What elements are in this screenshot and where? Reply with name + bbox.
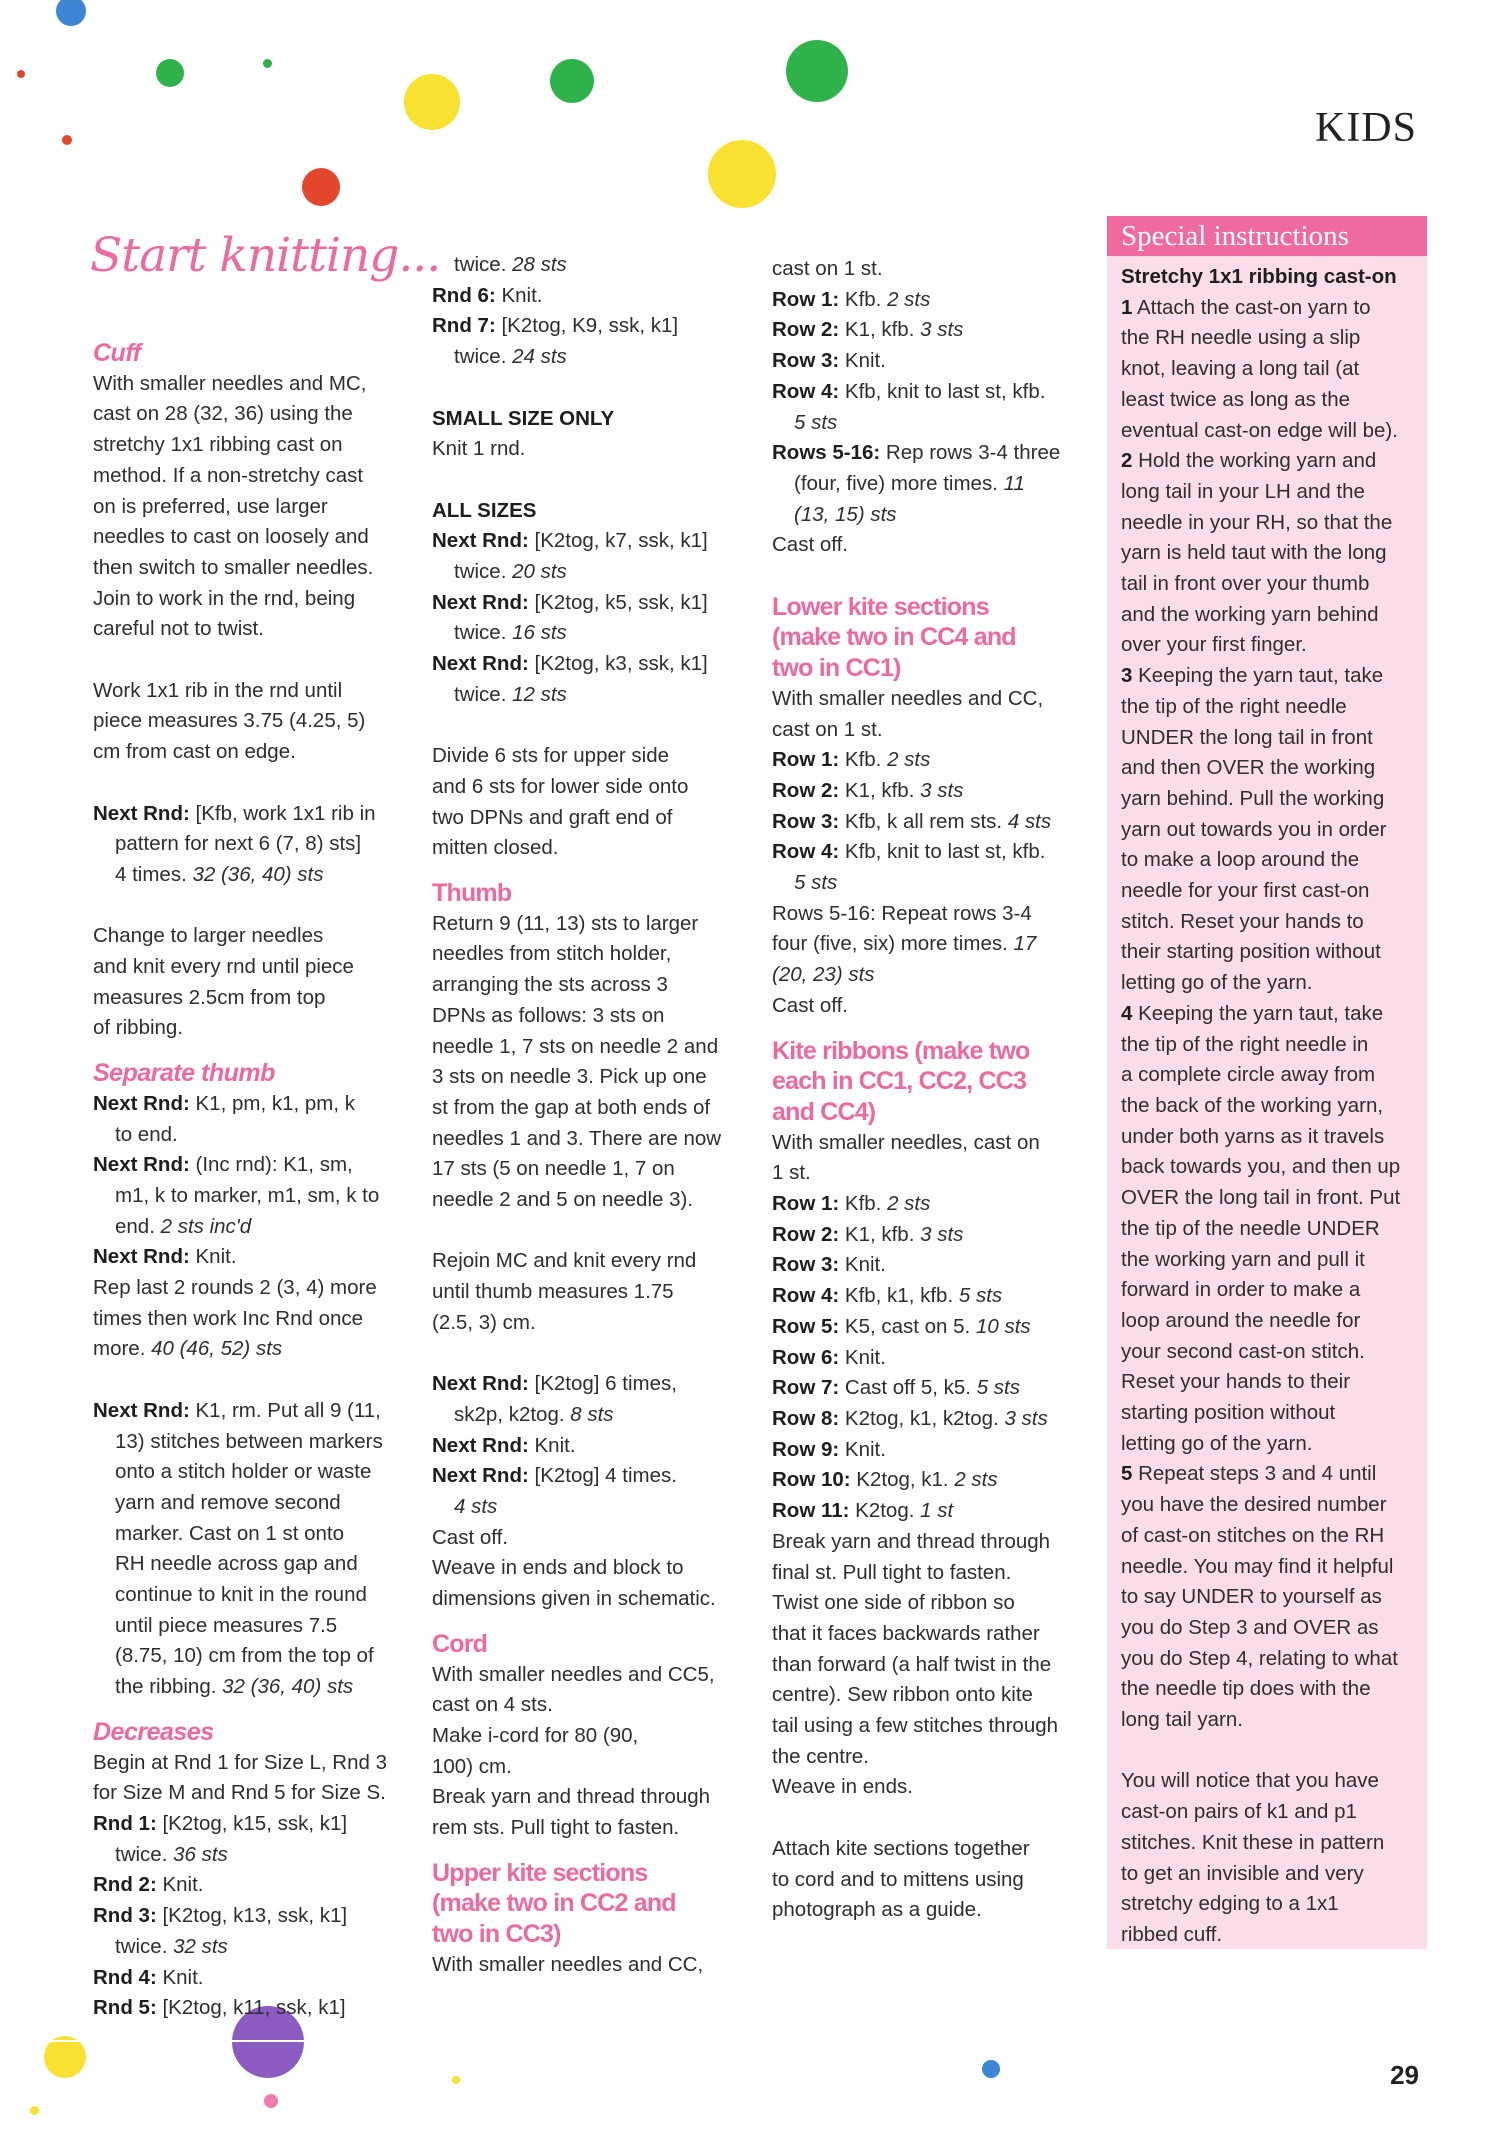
kite-ribbons-heading: Kite ribbons (make two each in CC1, CC2, CC3 and CC4) [772,1036,1030,1126]
separate-thumb-heading: Separate thumb [93,1059,275,1088]
upper-kite-cont: cast on 1 st. [772,257,883,280]
upper-row-4: Row 4: Kfb, knit to last st, kfb. 5 sts [772,379,1046,434]
lower-row-4: Row 4: Kfb, knit to last st, kfb. 5 sts [772,840,1046,895]
upper-row-3: Row 3: Knit. [772,349,886,373]
special-instructions-body [1107,256,1427,1951]
decor-dot-blue-small [982,2060,1000,2078]
stretchy-cast-on-subhead: Stretchy 1x1 ribbing cast-on [1121,265,1397,288]
thumb-heading: Thumb [432,879,512,908]
attach-para: Attach kite sections together to cord and to mittens using photograph as a guide. [772,1836,1030,1922]
all-sizes-rnd-2: Next Rnd: [K2tog, k5, ssk, k1] twice. 16 sts [432,590,708,645]
decreases-rnd-4: Rnd 4: Knit. [93,1965,204,1989]
special-instructions-heading: Special instructions [1107,216,1427,256]
lower-castoff: Cast off. [772,993,848,1017]
cord-para: With smaller needles and CC5, cast on 4 sts. Make i-cord for 80 (90, 100) cm. Break yarn and thread through rem sts. Pull tight to fasten. [432,1662,715,1840]
all-sizes-rnd-3: Next Rnd: [K2tog, k3, ssk, k1] twice. 12 sts [432,652,708,706]
special-instructions-box [1107,216,1427,1949]
page-title: Start knitting... [90,228,441,283]
thumb-row-1: Next Rnd: K1, pm, k1, pm, k to end. [93,1091,356,1146]
ribbon-row: Row 3: Knit. [772,1253,886,1277]
decor-dot-blue [56,0,86,26]
step-2: 2 Hold the working yarn and long tail in your LH and the needle in your RH, so that the yarn is held taut with the long tail in front over your thumb and the working yarn behind over your first finger. [1121,449,1393,657]
decreases-intro: Begin at Rnd 1 for Size L, Rnd 3 for Size M and Rnd 5 for Size S. [93,1750,388,1805]
step-1: 1 Attach the cast-on yarn to the RH needle using a slip knot, leaving a long tail (at least twice as long as the eventual cast-on edge will be). [1121,295,1398,442]
ribbon-row: Row 4: Kfb, k1, kfb. 5 sts [772,1284,1003,1308]
decreases-rnd-5: Rnd 5: [K2tog, k11, ssk, k1] [93,1996,346,2020]
thumb-next-rnd-1: Next Rnd: [K2tog] 6 times, sk2p, k2tog. 8 sts [432,1372,677,1426]
cuff-next-rnd: Next Rnd: [Kfb, work 1x1 rib in pattern for next 6 (7, 8) sts] 4 times. 32 (36, 40) sts [93,801,376,886]
ribbon-row: Row 9: Knit. [772,1437,886,1461]
decreases-heading: Decreases [93,1717,214,1746]
decreases-rnd-6: Rnd 6: Knit. [432,283,543,307]
lower-row-2: Row 2: K1, kfb. 3 sts [772,778,964,802]
all-sizes-rnd-1: Next Rnd: [K2tog, k7, ssk, k1] twice. 20 sts [432,529,708,583]
decor-dot-green [156,59,184,87]
upper-castoff: Cast off. [772,533,848,557]
decor-cut-line [0,2040,360,2042]
thumb-para-3: Cast off. Weave in ends and block to dimensions given in schematic. [432,1525,716,1611]
thumb-para-2: Rejoin MC and knit every rnd until thumb measures 1.75 (2.5, 3) cm. [432,1249,697,1334]
lower-row-3: Row 3: Kfb, k all rem sts. 4 sts [772,809,1052,833]
ribbon-row: Row 1: Kfb. 2 sts [772,1192,931,1216]
lower-rows-5-16: Rows 5-16: Repeat rows 3-4 four (five, six) more times. 17 (20, 23) sts [772,901,1037,987]
thumb-next-rnd-2: Next Rnd: Knit. [432,1433,576,1457]
cast-on-note: You will notice that you have cast-on pairs of k1 and p1 stitches. Knit these in pattern to get an invisible and very stretchy edging to a 1x1 ribbed cuff. [1121,1769,1385,1946]
upper-row-2: Row 2: K1, kfb. 3 sts [772,318,964,342]
ribbons-intro: With smaller needles, cast on 1 st. [772,1130,1040,1185]
decor-dot-green-tiny [263,59,272,68]
ribbons-finish: Break yarn and thread through final st. Pull tight to fasten. Twist one side of ribbon so that it faces backwards rather than forward (a half twist in the centre). Sew ribbon onto kite tail using a few stitches through the centre. Weave in ends. [772,1529,1059,1799]
step-5: 5 Repeat steps 3 and 4 until you have the desired number of cast-on stitches on the RH needle. You may find it helpful to say UNDER to yourself as you do Step 3 and OVER as you do Step 4, relating to what the needle tip does with the long tail yarn. [1121,1462,1398,1732]
cuff-heading: Cuff [93,339,141,367]
upper-kite-text: With smaller needles and CC, [432,1952,704,1976]
thumb-para-1: Return 9 (11, 13) sts to larger needles from stitch holder, arranging the sts across 3 DPNs as follows: 3 sts on needle 1, 7 sts on needle 2 and 3 sts on needle 3. Pick up one st from the gap at both ends of needles 1 and 3. There are now 17 sts (5 on needle 1, 7 on needle 2 and 5 on needle 3). [432,911,722,1212]
thumb-row-5: Next Rnd: K1, rm. Put all 9 (11, 13) stitches between markers onto a stitch holder or waste yarn and remove second marker. Cast on 1 st onto RH needle across gap and continue to knit in the round until piece measures 7.5 (8.75, 10) cm from the top of the ribbing. 32 (36, 40) sts [93,1398,383,1699]
decor-dot-yellow [404,74,460,130]
ribbon-row: Row 10: K2tog, k1. 2 sts [772,1468,998,1492]
ribbon-row: Row 6: Knit. [772,1345,886,1369]
decor-dot-yellow-tiny [452,2076,460,2084]
ribbon-row: Row 7: Cast off 5, k5. 5 sts [772,1376,1020,1400]
lower-kite-heading: Lower kite sections (make two in CC4 and two in CC1) [772,592,1016,683]
section-tag: KIDS [1314,105,1417,151]
cord-heading: Cord [432,1629,488,1658]
lower-row-1: Row 1: Kfb. 2 sts [772,748,931,772]
cuff-para-1: With smaller needles and MC, cast on 28 (32, 36) using the stretchy 1x1 ribbing cast on method. If a non-stretchy cast on is preferred, use larger needles to cast on loosely and then switch to smaller needles. Join to work in the rnd, being careful not to twist. [93,371,374,641]
decreases-rnd-5-cont: twice. 28 sts [454,253,567,276]
thumb-row-4: Rep last 2 rounds 2 (3, 4) more times then work Inc Rnd once more. 40 (46, 52) sts [93,1276,377,1361]
ribbon-row: Row 8: K2tog, k1, k2tog. 3 sts [772,1407,1048,1430]
column-2 [432,250,744,1981]
divide-para: Divide 6 sts for upper side and 6 sts for lower side onto two DPNs and graft end of mitten closed. [432,744,689,860]
upper-kite-heading: Upper kite sections (make two in CC2 and two in CC3) [432,1858,676,1949]
thumb-row-2: Next Rnd: (Inc rnd): K1, sm, m1, k to marker, m1, sm, k to end. 2 sts inc'd [93,1153,380,1238]
decor-dot-red-small [62,135,72,145]
page-number: 29 [1390,2060,1419,2090]
small-size-heading: SMALL SIZE ONLY [432,406,615,430]
decor-dot-green [550,59,594,103]
decor-dot-red [302,168,340,206]
ribbons-rows [772,1189,1088,1527]
decor-dot-red-small [17,70,25,78]
decor-dot-yellow-bottom [44,2036,86,2078]
thumb-next-rnd-3: Next Rnd: [K2tog] 4 times. 4 sts [432,1464,677,1519]
cuff-para-2: Work 1x1 rib in the rnd until piece measures 3.75 (4.25, 5) cm from cast on edge. [93,678,366,764]
upper-rows-5-16: Rows 5-16: Rep rows 3-4 three (four, five) more times. 11 (13, 15) sts [772,441,1061,526]
decreases-rnd-3: Rnd 3: [K2tog, k13, ssk, k1] twice. 32 sts [93,1904,348,1958]
decor-dot-yellow-tiny [30,2106,39,2115]
decreases-rnd-2: Rnd 2: Knit. [93,1873,204,1897]
cuff-para-4: Change to larger needles and knit every rnd until piece measures 2.5cm from top of ribbing. [93,924,354,1040]
upper-row-1: Row 1: Kfb. 2 sts [772,287,931,311]
decreases-rnd-7: Rnd 7: [K2tog, K9, ssk, k1] twice. 24 sts [432,314,679,369]
step-3: 3 Keeping the yarn taut, take the tip of the right needle UNDER the long tail in front and then OVER the working yarn behind. Pull the working yarn out towards you in order to make a loop around the needle for your first cast-on stitch. Reset your hands to their starting position without letting go of the yarn. [1121,664,1387,995]
column-3 [772,254,1088,1926]
decor-dot-pink [264,2094,278,2108]
lower-kite-intro: With smaller needles and CC, cast on 1 st. [772,686,1044,741]
thumb-row-3: Next Rnd: Knit. [93,1245,237,1269]
step-4: 4 Keeping the yarn taut, take the tip of the right needle in a complete circle away from the back of the working yarn, under both yarns as it travels back towards you, and then up OVER the long tail in front. Put the tip of the needle UNDER the working yarn and pull it forward in order to make a loop around the needle for your second cast-on stitch. Reset your hands to their starting position without letting go of the yarn. [1121,1001,1401,1455]
decreases-rnd-1: Rnd 1: [K2tog, k15, ssk, k1] twice. 36 sts [93,1811,348,1866]
small-size-text: Knit 1 rnd. [432,437,526,461]
ribbon-row: Row 5: K5, cast on 5. 10 sts [772,1314,1031,1338]
all-sizes-heading: ALL SIZES [432,498,537,522]
ribbon-row: Row 2: K1, kfb. 3 sts [772,1222,964,1246]
decor-dot-green-large [786,40,848,102]
ribbon-row: Row 11: K2tog. 1 st [772,1499,954,1523]
column-1 [93,338,403,2024]
decor-dot-yellow-large [708,140,776,208]
